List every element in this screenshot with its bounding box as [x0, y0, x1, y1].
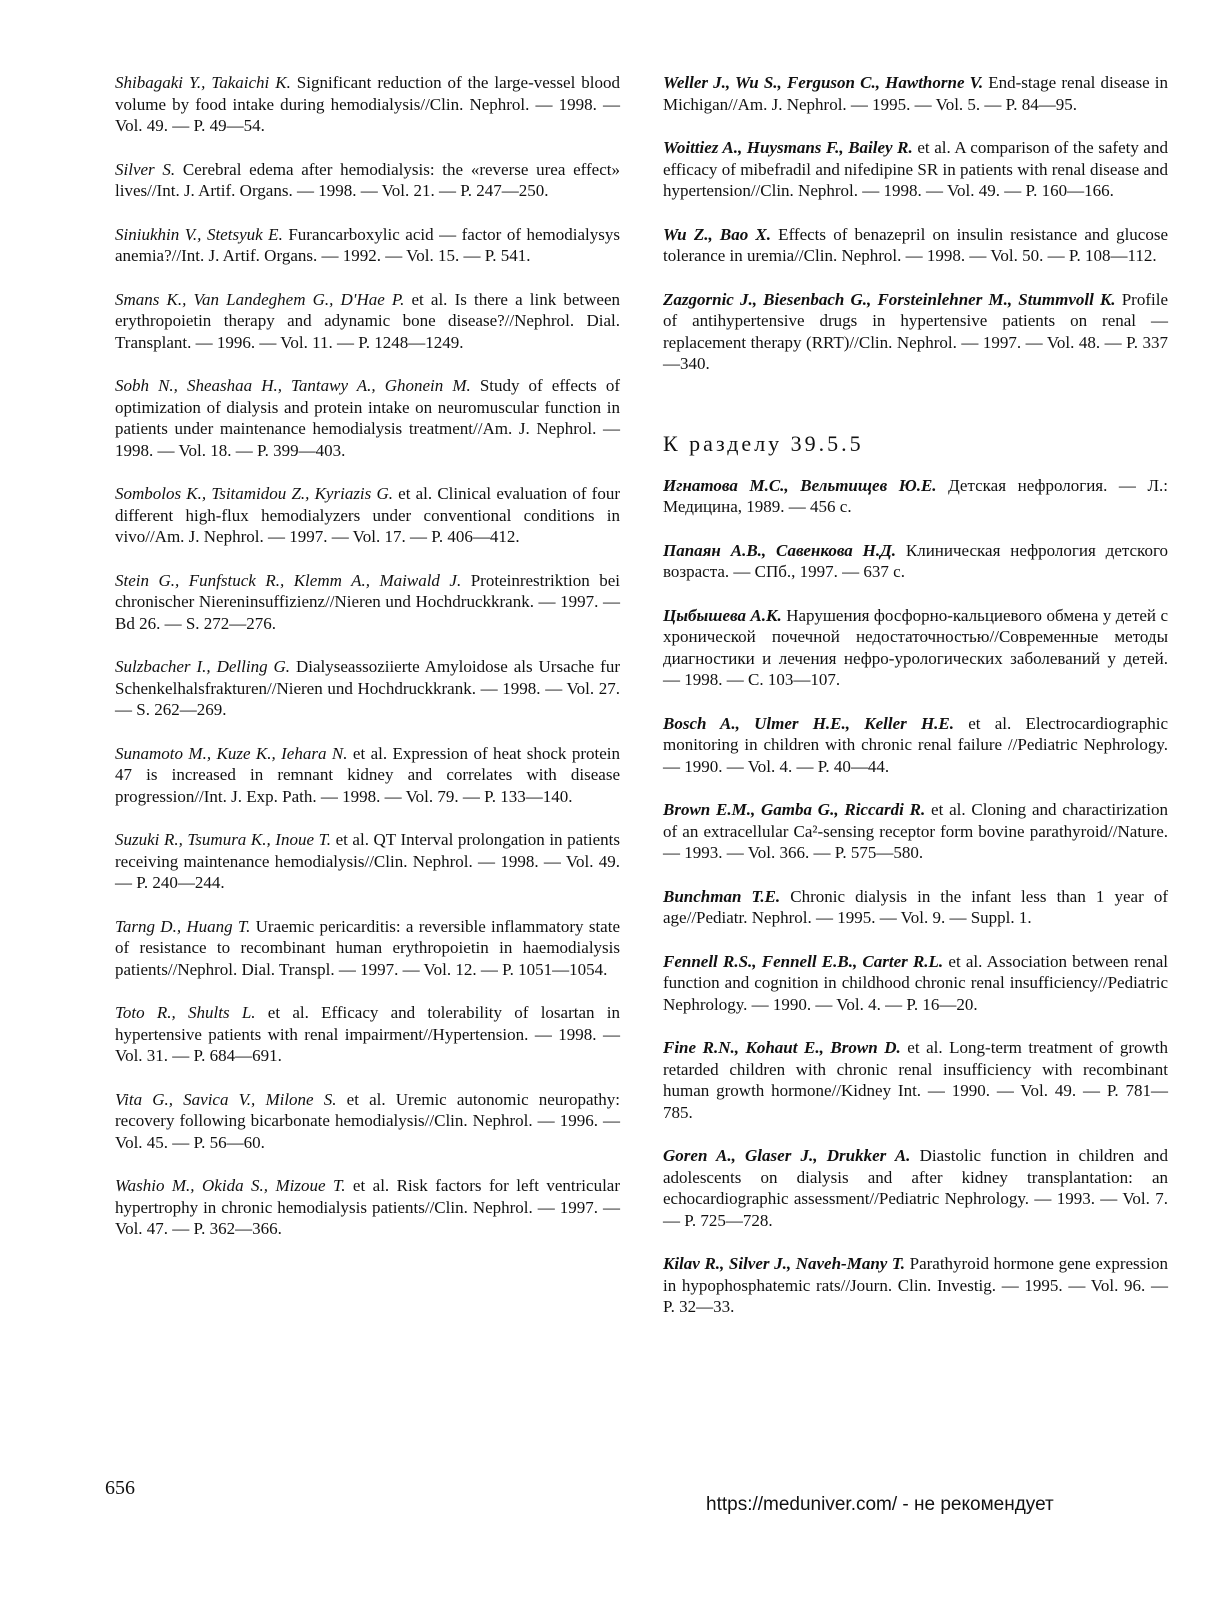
reference-text: Нарушения фосфорно-кальциевого обмена у детей с хронической почечной недостаточностью//Современные методы диагностики и лечения нефро-урологических заболеваний у детей. — 1998. — С. 103—107.: [663, 605, 1168, 689]
reference-entry: [115, 829, 620, 894]
reference-text: et al. Risk factors for left ventricular hypertrophy in chronic hemodialysis patients//Clin. Nephrol. — 1997. — Vol. 47. — P. 362—366.: [115, 1176, 620, 1238]
reference-text: et al. Association between renal function and cognition in childhood chronic renal insufficiency//Pediatric Nephrology. — 1990. — Vol. 4. — P. 16—20.: [663, 951, 1168, 1014]
reference-entry: [663, 886, 1168, 929]
left-column: [115, 72, 620, 1262]
reference-text: et al. A comparison of the safety and efficacy of mibefradil and nifedipine SR in patients with renal disease and hypertension//Clin. Nephrol. — 1998. — Vol. 49. — P. 160—166.: [663, 138, 1168, 200]
right-top-references: [663, 72, 1168, 375]
reference-entry: [115, 1089, 620, 1154]
reference-entry: [663, 713, 1168, 778]
reference-entry: [663, 137, 1168, 202]
reference-authors: Fine R.N., Kohaut E., Brown D.: [663, 1038, 901, 1057]
right-bottom-references: [663, 475, 1168, 1318]
reference-entry: [663, 799, 1168, 864]
reference-entry: [115, 375, 620, 461]
reference-text: Study of effects of optimization of dialysis and protein intake on neuromuscular function in patients under maintenance hemodialysis treatment//Am. J. Nephrol. — 1998. — Vol. 18. — P. 399—403.: [115, 376, 620, 460]
reference-authors: Vita G., Savica V., Milone S.: [115, 1089, 337, 1109]
reference-authors: Silver S.: [115, 159, 176, 179]
reference-authors: Goren A., Glaser J., Drukker A.: [663, 1146, 911, 1165]
reference-authors: Bosch A., Ulmer H.E., Keller H.E.: [663, 713, 955, 733]
reference-entry: [115, 570, 620, 635]
reference-entry: [115, 1175, 620, 1240]
reference-text: Uraemic pericarditis: a reversible inflammatory state of resistance to recombinant human erythropoietin in haemodialysis patients//Nephrol. Dial. Transpl. — 1997. — Vol. 12. — P. 1051—1054.: [115, 916, 620, 979]
reference-entry: [663, 224, 1168, 267]
reference-entry: [115, 916, 620, 981]
reference-authors: Fennell R.S., Fennell E.B., Carter R.L.: [663, 951, 944, 971]
reference-text: Chronic dialysis in the infant less than 1 year of age//Pediatr. Nephrol. — 1995. — Vol. 9. — Suppl. 1.: [663, 886, 1168, 927]
reference-entry: [663, 475, 1168, 518]
reference-text: et al. Electrocardiographic monitoring in children with chronic renal failure //Pediatric Nephrology. — 1990. — Vol. 4. — P. 40—44.: [663, 713, 1168, 776]
reference-authors: Wu Z., Bao X.: [663, 224, 771, 244]
reference-entry: [115, 743, 620, 808]
reference-text: et al. Clinical evaluation of four different high-flux hemodialyzers under conventional conditions in vivo//Am. J. Nephrol. — 1997. — Vol. 17. — P. 406—412.: [115, 484, 620, 546]
section-heading: К разделу 39.5.5: [663, 430, 864, 456]
reference-authors: Zazgornic J., Biesenbach G., Forsteinlehner M., Stummvoll K.: [663, 289, 1116, 309]
reference-authors: Stein G., Funfstuck R., Klemm A., Maiwald J.: [115, 570, 462, 590]
reference-authors: Sobh N., Sheashaa H., Tantawy A., Ghonein M.: [115, 376, 471, 395]
reference-authors: Toto R., Shults L.: [115, 1003, 256, 1022]
reference-entry: [115, 1002, 620, 1067]
reference-text: Profile of antihypertensive drugs in hypertensive patients on renal — replacement therapy (RRT)//Clin. Nephrol. — 1997. — Vol. 48. — P. 337—340.: [663, 289, 1168, 373]
reference-text: Cerebral edema after hemodialysis: the «reverse urea effect» lives//Int. J. Artif. Organs. — 1998. — Vol. 21. — P. 247—250.: [115, 159, 620, 200]
reference-text: Клиническая нефрология детского возраста. — СПб., 1997. — 637 с.: [663, 540, 1168, 581]
reference-text: Significant reduction of the large-vessel blood volume by food intake during hemodialysis//Clin. Nephrol. — 1998. — Vol. 49. — P. 49—54.: [115, 73, 620, 135]
reference-authors: Smans K., Van Landeghem G., D'Hae P.: [115, 289, 405, 309]
reference-text: et al. Efficacy and tolerability of losartan in hypertensive patients with renal impairment//Hypertension. — 1998. — Vol. 31. — P. 684—691.: [115, 1003, 620, 1065]
reference-entry: [115, 289, 620, 354]
reference-entry: [663, 605, 1168, 691]
reference-entry: [663, 289, 1168, 375]
reference-authors: Shibagaki Y., Takaichi K.: [115, 73, 291, 92]
reference-entry: [115, 483, 620, 548]
reference-authors: Цыбышева А.К.: [663, 605, 782, 625]
reference-text: et al. Is there a link between erythropoietin therapy and adynamic bone disease?//Nephrol. Dial. Transplant. — 1996. — Vol. 11. — P. 1248—1249.: [115, 289, 621, 352]
right-column: [663, 72, 1168, 1340]
reference-text: et al. Cloning and charactirization of an extracellular Ca²-sensing receptor form bovine parathyroid//Nature. — 1993. — Vol. 366. — P. 575—580.: [663, 800, 1169, 862]
reference-entry: [115, 656, 620, 721]
reference-text: Furancarboxylic acid — factor of hemodialysys anemia?//Int. J. Artif. Organs. — 1992. — Vol. 15. — P. 541.: [115, 224, 620, 265]
reference-entry: [663, 1253, 1168, 1318]
reference-text: et al. QT Interval prolongation in patients receiving maintenance hemodialysis//Clin. Nephrol. — 1998. — Vol. 49. — P. 240—244.: [115, 830, 620, 892]
reference-entry: [663, 1145, 1168, 1231]
reference-text: et al. Uremic autonomic neuropathy: recovery following bicarbonate hemodialysis//Clin. Nephrol. — 1996. — Vol. 45. — P. 56—60.: [115, 1089, 620, 1152]
reference-authors: Siniukhin V., Stetsyuk E.: [115, 224, 283, 244]
reference-text: Effects of benazepril on insulin resistance and glucose tolerance in uremia//Clin. Nephrol. — 1998. — Vol. 50. — P. 108—112.: [663, 224, 1169, 265]
reference-authors: Suzuki R., Tsumura K., Inoue T.: [115, 830, 332, 849]
reference-entry: [663, 72, 1168, 115]
page-number: 656: [105, 1477, 135, 1499]
reference-authors: Brown E.M., Gamba G., Riccardi R.: [663, 800, 926, 819]
reference-text: Diastolic function in children and adolescents on dialysis and after kidney transplantation: an echocardiographic assessment//Pediatric Nephrology. — 1993. — Vol. 7. — P. 725—728.: [663, 1146, 1168, 1230]
reference-authors: Sulzbacher I., Delling G.: [115, 657, 291, 676]
reference-authors: Weller J., Wu S., Ferguson C., Hawthorne V.: [663, 73, 984, 92]
reference-authors: Папаян А.В., Савенкова Н.Д.: [663, 540, 897, 560]
reference-authors: Игнатова М.С., Вельтищев Ю.Е.: [663, 475, 937, 495]
reference-entry: [663, 1037, 1168, 1123]
reference-text: Parathyroid hormone gene expression in hypophosphatemic rats//Journ. Clin. Investig. — 1995. — Vol. 96. — P. 32—33.: [663, 1254, 1169, 1316]
reference-text: et al. Expression of heat shock protein 47 is increased in remnant kidney and correlates with disease progression//Int. J. Exp. Path. — 1998. — Vol. 79. — P. 133—140.: [115, 743, 620, 806]
reference-authors: Tarng D., Huang T.: [115, 916, 251, 936]
reference-entry: [663, 540, 1168, 583]
reference-text: Dialyseassoziierte Amyloidose als Ursache fur Schenkelhalsfrakturen//Nieren und Hochdruckkrank. — 1998. — Vol. 27. — S. 262—269.: [115, 657, 620, 719]
reference-authors: Bunchman T.E.: [663, 886, 781, 906]
reference-authors: Washio M., Okida S., Mizoue T.: [115, 1176, 346, 1195]
reference-text: Proteinrestriktion bei chronischer Niereninsuffizienz//Nieren und Hochdruckkrank. — 1997. — Bd 26. — S. 272—276.: [115, 570, 620, 633]
reference-entry: [115, 72, 620, 137]
reference-entry: [663, 951, 1168, 1016]
reference-authors: Sunamoto M., Kuze K., Iehara N.: [115, 743, 348, 763]
reference-text: Детская нефрология. — Л.: Медицина, 1989. — 456 с.: [663, 475, 1168, 516]
reference-authors: Woittiez A., Huysmans F., Bailey R.: [663, 138, 913, 157]
reference-authors: Kilav R., Silver J., Naveh-Many T.: [663, 1254, 906, 1273]
reference-entry: [115, 159, 620, 202]
reference-entry: [115, 224, 620, 267]
reference-text: et al. Long-term treatment of growth retarded children with chronic renal insufficiency with recombinant human growth hormone//Kidney Int. — 1990. — Vol. 49. — P. 781—785.: [663, 1038, 1168, 1122]
reference-authors: Sombolos K., Tsitamidou Z., Kyriazis G.: [115, 484, 393, 503]
watermark: https://meduniver.com/ - не рекомендует: [706, 1494, 1054, 1515]
reference-text: End-stage renal disease in Michigan//Am. J. Nephrol. — 1995. — Vol. 5. — P. 84—95.: [663, 73, 1169, 114]
